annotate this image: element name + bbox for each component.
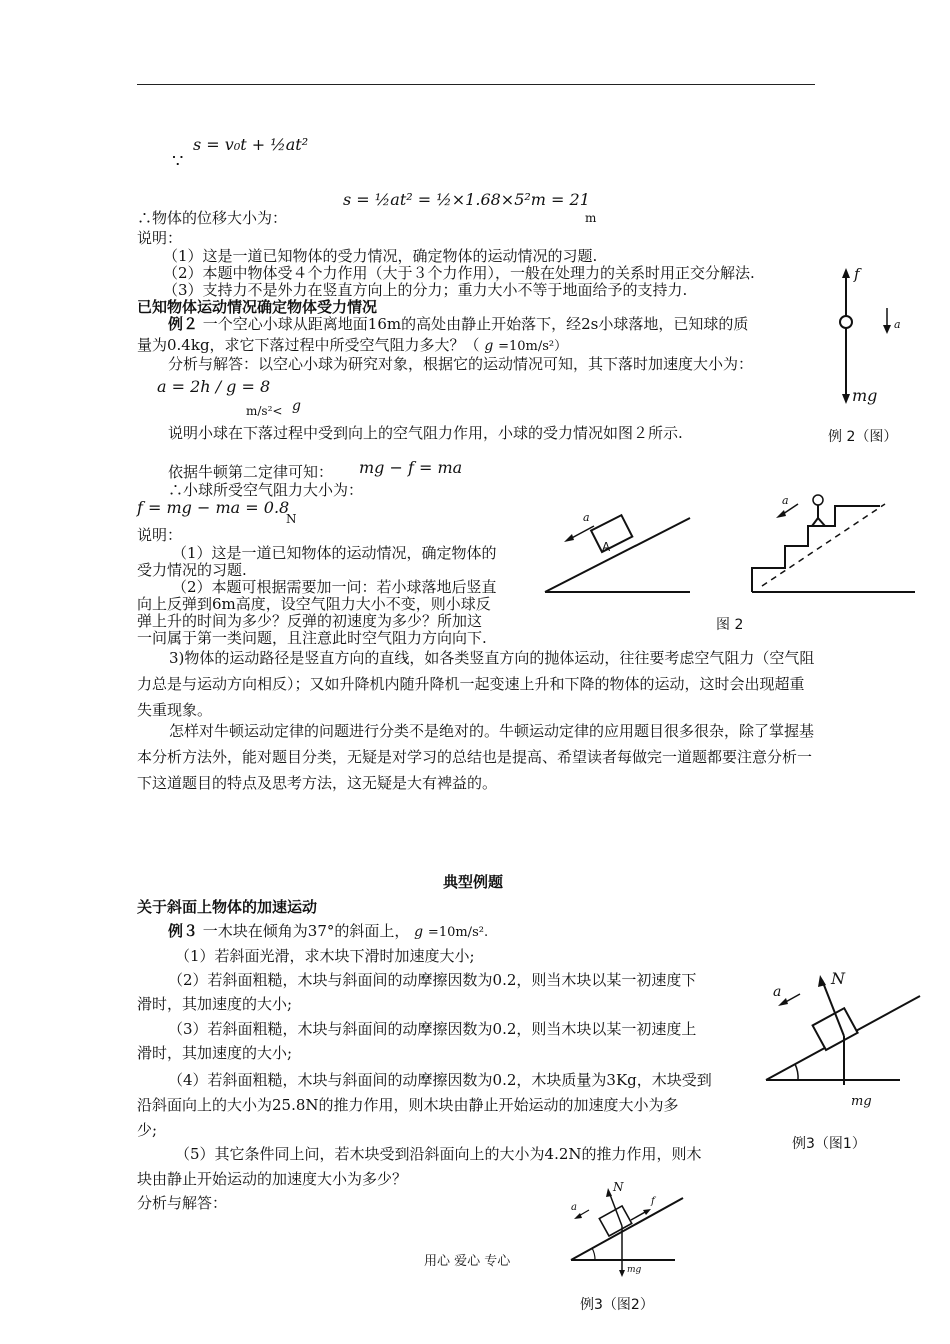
example3-label: 例３ (168, 922, 199, 940)
arrow-down-icon (842, 394, 850, 404)
equation-displacement: s = v₀t + ½at² (193, 135, 309, 154)
equation-air-resistance: f = mg − ma = 0.8 (137, 498, 290, 517)
example2-text2: 量为0.4kg，求它下落过程中所受空气阻力多大？（ (137, 336, 480, 354)
equation-displacement-value: s = ½at² = ½×1.68×5²m = 21 (343, 190, 590, 209)
fig2-block-label: A (602, 540, 611, 554)
because-symbol: ∵ (172, 151, 184, 172)
note-label: 说明： (137, 229, 183, 247)
person-leg-icon (812, 518, 818, 526)
fig3-1-caption: 例3（图1） (792, 1136, 866, 1152)
note-2: （2）本题中物体受４个力作用（大于３个力作用），一般在处理力的关系时用正交分解法. (163, 264, 755, 282)
air-resistance-unit: N (286, 512, 297, 526)
note2-2d: 一问属于第一类问题，且注意此时空气阻力方向向下. (137, 629, 487, 647)
fig2-caption: 图 2 (716, 617, 744, 633)
question-5b: 块由静止开始运动的加速度大小为多少？ (137, 1170, 408, 1188)
example2-text1: 一个空心小球从距离地面16m的高处由静止开始落下，经2s小球落地，已知球的质 (202, 315, 749, 333)
fig-ex2-label-a: a (894, 318, 901, 331)
accel-arrow-head-icon (574, 1213, 582, 1219)
question-2b: 滑时，其加速度的大小; (137, 995, 293, 1013)
note2-2b: 向上反弹到6m高度，设空气阻力大小不变，则小球反 (137, 595, 491, 613)
equation-acceleration: a = 2h / g = 8 (157, 377, 271, 396)
fig3-2-label-mg: mg (627, 1265, 642, 1275)
acceleration-arrow-head-icon (883, 325, 891, 334)
equation-newton: mg − f = ma (359, 458, 463, 477)
note2-1a: （1）这是一道已知物体的运动情况，确定物体的 (172, 544, 497, 562)
fig2-label-a2: a (782, 494, 789, 507)
footer-text: 用心 爱心 专心 (424, 1254, 511, 1269)
example2-g: g (484, 338, 494, 354)
figure-example3-1 (760, 960, 930, 1085)
fig3-1-label-N: N (831, 969, 845, 988)
question-1: （1）若斜面光滑，求木块下滑时加速度大小; (175, 947, 475, 965)
question-5a: （5）其它条件同上问，若木块受到沿斜面向上的大小为4.2N的推力作用，则木 (175, 1145, 702, 1163)
fig3-1-label-a: a (773, 984, 782, 1000)
acceleration-unit: m/s²< (246, 404, 283, 418)
closing-paragraph: 怎样对牛顿运动定律的问题进行分类不是绝对的。牛顿运动定律的应用题目很多很杂，除了掌握基本分析方法外，能对题目分类，无疑是对学习的总结也是提高、希望读者每做完一道题都要注意分析一下这道题目的特点及思考方法，这无疑是大有裨益的。 (137, 722, 815, 792)
displacement-unit: m (585, 211, 597, 225)
person-head-icon (813, 495, 823, 505)
stairs-arrow-head-icon (776, 510, 786, 518)
question-2a: （2）若斜面粗糙，木块与斜面间的动摩擦因数为0.2，则当木块以某一初速度下 (168, 971, 697, 989)
example2-line1 (168, 314, 748, 334)
fig3-2-label-a: a (571, 1202, 577, 1213)
normal-force-arrow-icon (606, 1188, 612, 1197)
question-4b: 沿斜面向上的大小为25.8N的推力作用，则木块由静止开始运动的加速度大小为多 (137, 1096, 679, 1114)
note2-1b: 受力情况的习题. (137, 561, 247, 579)
fig2-label-a1: a (583, 511, 590, 524)
example3-text: 一木块在倾角为37°的斜面上， (202, 922, 410, 940)
fig3-2-caption: 例3（图2） (580, 1297, 654, 1313)
note2-label: 说明： (137, 526, 183, 544)
friction-arrow-icon (643, 1209, 651, 1215)
angle-arc (795, 1064, 798, 1080)
note2-2a: （2）本题可根据需要加一问：若小球落地后竖直 (172, 578, 497, 596)
incline-heading: 关于斜面上物体的加速运动 (137, 898, 318, 916)
example2-explain: 说明小球在下落过程中受到向上的空气阻力作用，小球的受力情况如图２所示. (168, 424, 683, 442)
question-3b: 滑时，其加速度的大小; (137, 1044, 293, 1062)
question-3a: （3）若斜面粗糙，木块与斜面间的动摩擦因数为0.2，则当木块以某一初速度上 (168, 1020, 697, 1038)
normal-force-arrow-icon (818, 975, 826, 987)
fig-ex2-caption: 例 2（图） (828, 429, 898, 445)
block-a-rect (591, 515, 632, 552)
newton-line: 依据牛顿第二定律可知： (168, 463, 334, 481)
header-rule (137, 84, 815, 85)
acceleration-g: g (292, 398, 301, 414)
therefore-line: ∴物体的位移大小为： (137, 209, 288, 227)
ball-icon (840, 316, 852, 328)
note-3: （3）支持力不是外力在竖直方向上的分力；重力大小不等于地面给予的支持力. (163, 281, 688, 299)
question-4c: 少; (137, 1121, 158, 1139)
example2-analysis: 分析与解答：以空心小球为研究对象，根据它的运动情况可知，其下落时加速度大小为： (168, 355, 754, 373)
person-leg2-icon (818, 518, 825, 526)
question-4a: （4）若斜面粗糙，木块与斜面间的动摩擦因数为0.2，木块质量为3Kg，木块受到 (168, 1071, 712, 1089)
figure-2-incline-stairs (540, 490, 920, 600)
fig-ex2-label-mg: mg (852, 386, 878, 405)
figure-example3-2 (565, 1178, 695, 1278)
note2-2c: 弹上升的时间为多少？反弹的初速度为多少？所加这 (137, 612, 483, 630)
angle-arc (592, 1248, 595, 1260)
block-a (591, 515, 632, 552)
example3-g-value: =10m/s². (427, 925, 489, 940)
example3-line (168, 921, 488, 943)
section-heading: 已知物体运动情况确定物体受力情况 (137, 298, 378, 316)
note-1: （1）这是一道已知物体的受力情况，确定物体的运动情况的习题. (163, 247, 598, 265)
gravity-arrow-icon (619, 1270, 625, 1277)
typical-examples-title: 典型例题 (443, 873, 504, 891)
fig3-1-label-mg: mg (851, 1094, 872, 1109)
note2-3: 3)物体的运动路径是竖直方向的直线，如各类竖直方向的抛体运动，往往要考虑空气阻力（空气阻力总是与运动方向相反）；又如升降机内随升降机一起变速上升和下降的物体的运动，这时会出现超重失重现象。 (137, 649, 815, 719)
arrow-up-icon (842, 268, 850, 278)
incline-arrow-head-icon (564, 534, 574, 542)
fig3-2-label-f: f (651, 1196, 655, 1207)
fig3-2-label-N: N (613, 1180, 624, 1194)
therefore-air-resistance: ∴小球所受空气阻力大小为： (168, 481, 364, 499)
fig-ex2-label-f: f (854, 265, 860, 283)
analysis-label: 分析与解答： (137, 1194, 228, 1212)
example2-label: 例２ (168, 315, 199, 333)
example3-g: g (414, 924, 424, 940)
incline-line (571, 1198, 683, 1260)
example2-g-value: =10m/s²） (498, 339, 568, 354)
